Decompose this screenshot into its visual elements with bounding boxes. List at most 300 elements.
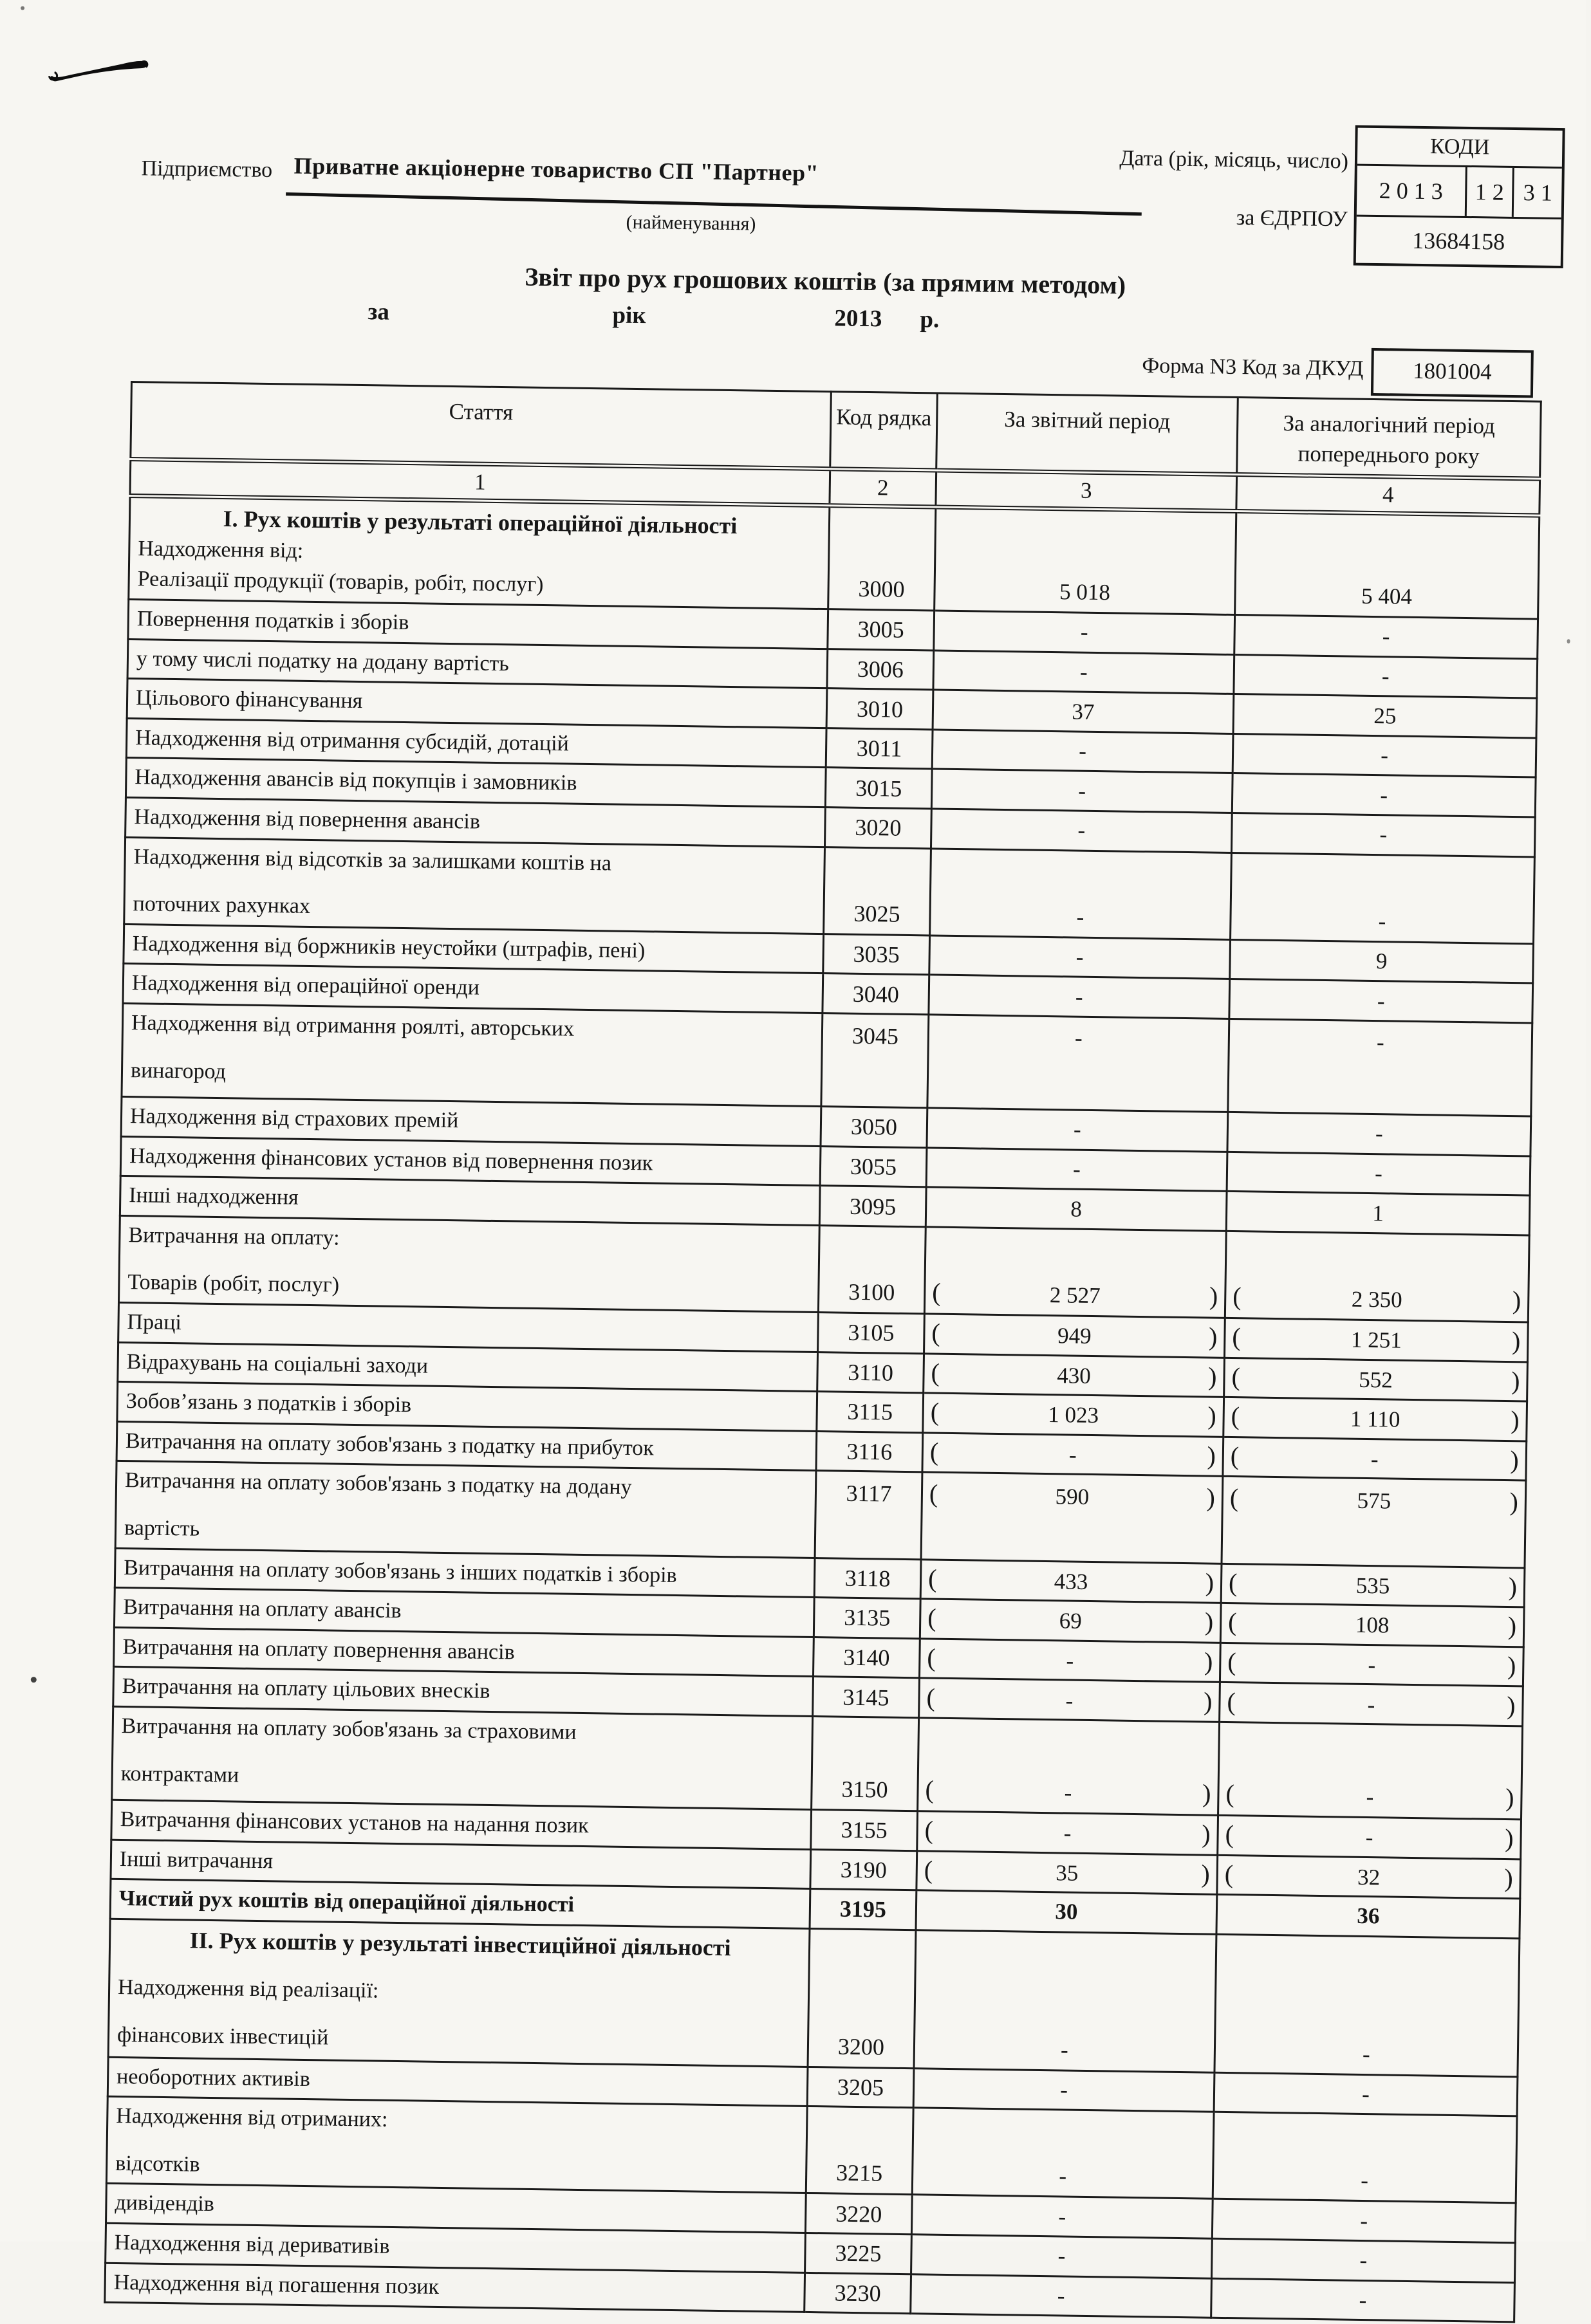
row-code-cell: 3110 [817,1352,924,1393]
value-text: 575 [1357,1488,1391,1514]
value-current-cell [924,1314,1225,1358]
row-code-cell: 3040 [823,973,929,1015]
article-subheading: Надходження від: [138,537,304,563]
value-text: - [1377,988,1385,1014]
value-current-cell [918,1718,1220,1816]
value-previous-cell [1213,2112,1517,2204]
value-text: - [1060,2037,1069,2063]
col-number: 4 [1236,474,1540,515]
article-label: Надходження від деривативів [114,2231,390,2258]
row-code-cell: 3140 [813,1637,920,1678]
value-current-cell [911,2195,1213,2238]
paren-value [926,1684,1213,1715]
col-number: 2 [830,468,936,506]
value-text: 36 [1357,1903,1380,1929]
value-previous-cell [1234,654,1538,698]
row-code-cell: 3115 [817,1392,924,1433]
row-code-cell: 3050 [821,1107,927,1148]
article-label: Повернення податків і зборів [136,607,409,635]
value-previous-cell [1223,1397,1527,1441]
article-label: Відрахувань на соціальні заходи [126,1349,429,1378]
col-number: 3 [936,470,1237,511]
paren-close: ) [1204,1646,1213,1676]
edrpou-value: 13684158 [1411,227,1505,255]
value-text: - [1065,1688,1074,1713]
article-label: контрактами [120,1761,239,1787]
paren-open: ( [1231,1361,1241,1392]
article-label: Надходження від отримання субсидій, дотацій [135,726,570,756]
value-previous-cell [1224,1358,1528,1401]
article-label: Надходження від відсотків за залишками коштів на [133,844,612,876]
dkud-code-box: 1801004 [1371,348,1534,398]
value-previous-cell [1235,511,1540,619]
paren-value [925,1776,1211,1807]
paren-open: ( [1227,1607,1237,1637]
paren-value [924,1857,1211,1888]
paren-value [1231,1403,1520,1434]
value-current-cell [923,1393,1224,1437]
paren-open: ( [926,1683,936,1712]
paren-close: ) [1507,1651,1516,1681]
paren-open: ( [929,1437,939,1466]
paren-close: ) [1511,1326,1521,1356]
col-article-header: Стаття [131,382,832,469]
paren-close: ) [1205,1567,1214,1597]
article-label: відсотків [115,2151,200,2177]
article-label: Праці [127,1310,182,1335]
paren-open: ( [1232,1282,1242,1311]
value-text: - [1080,620,1088,645]
value-text: - [1079,738,1087,764]
paren-close: ) [1510,1445,1520,1475]
value-current-cell [926,1147,1227,1191]
paren-open: ( [1225,1778,1235,1809]
paren-open: ( [1232,1322,1242,1352]
value-text: - [1068,1442,1077,1468]
value-text: 552 [1358,1367,1393,1393]
value-text: - [1370,1446,1379,1472]
value-current-cell [921,1472,1223,1563]
article-label: Витрачання на оплату зобов'язань за страховими [121,1713,577,1744]
value-current-cell [920,1599,1221,1643]
company-label: Підприємство [141,156,273,183]
value-text: - [1360,2208,1368,2233]
article-subheading: Надходження від реалізації: [117,1975,379,2003]
article-label: Надходження від боржників неустойки (штрафів, пені) [132,931,646,963]
value-text: 108 [1355,1612,1390,1638]
paren-open: ( [1227,1647,1237,1677]
paren-close: ) [1204,1607,1214,1637]
value-current-cell [916,1850,1218,1894]
article-cell [124,837,825,934]
section-heading: ІІ. Рух коштів у результаті інвестиційної діяльності [189,1927,731,1960]
value-current-cell [933,690,1234,733]
value-text: - [1382,623,1390,649]
date-label: Дата (рік, місяць, число) [1119,146,1349,174]
row-code-cell: 3155 [811,1809,918,1850]
article-label: Зобов’язань з податків і зборів [126,1389,412,1417]
paren-close: ) [1511,1365,1520,1396]
value-text: - [1375,1121,1383,1147]
value-text: 30 [1055,1899,1078,1925]
paren-open: ( [924,1815,934,1845]
value-current-cell [927,1015,1229,1112]
paren-open: ( [931,1318,941,1347]
value-previous-cell [1232,773,1536,817]
paren-close: ) [1208,1322,1218,1351]
value-previous-cell [1231,813,1535,857]
paren-open: ( [1229,1483,1239,1513]
row-code-cell: 3000 [828,505,936,611]
paren-close: ) [1206,1482,1216,1513]
value-text: 69 [1059,1608,1083,1634]
form-code-label: Форма N3 Код за ДКУД [1142,353,1364,381]
value-current-cell [922,1433,1223,1477]
article-label: дивідендів [115,2191,215,2217]
value-previous-cell [1227,1112,1531,1156]
value-current-cell [931,769,1233,813]
value-text: 8 [1070,1196,1083,1222]
paren-value [924,1815,1211,1849]
paren-open: ( [927,1643,936,1672]
row-code-cell: 3015 [825,768,932,809]
cash-flow-table [104,381,1542,2323]
value-previous-cell [1226,1192,1530,1235]
article-label: Витрачання на оплату зобов'язань з інших податків і зборів [123,1555,677,1587]
row-code-cell: 3215 [806,2107,913,2195]
row-code-cell: 3117 [815,1471,922,1559]
value-previous-cell [1231,853,1535,944]
value-previous-cell [1216,1894,1520,1938]
paren-value [930,1439,1216,1470]
value-previous-cell [1230,939,1534,983]
value-current-cell [933,650,1234,694]
paren-open: ( [924,1855,933,1885]
paren-open: ( [1230,1441,1240,1471]
value-text: 9 [1375,948,1388,974]
article-label: Надходження від операційної оренди [131,971,480,1001]
paren-value [1232,1324,1521,1355]
paren-open: ( [1231,1401,1240,1431]
paren-value [1231,1361,1520,1396]
value-current-cell [929,975,1230,1019]
value-text: - [1075,984,1083,1010]
report-title: Звіт про рух грошових коштів (за прямим методом) [525,262,1126,300]
paren-value [932,1277,1218,1311]
value-text: - [1367,1692,1375,1717]
paren-value [1228,1609,1517,1640]
article-label: необоротних активів [116,2064,311,2091]
row-code-cell: 3045 [821,1013,929,1108]
value-text: - [1359,2287,1367,2313]
article-label: винагород [130,1058,227,1084]
article-label: Витрачання на оплату авансів [123,1595,402,1623]
value-previous-cell [1221,1563,1525,1607]
table-row [129,495,1540,619]
period-rik: рік [612,302,646,329]
value-previous-cell [1211,2278,1515,2322]
row-code-cell: 3205 [807,2067,914,2108]
article-label: Надходження авансів від покупців і замовників [135,765,577,796]
value-text: 1 [1372,1200,1384,1226]
value-current-cell [927,1108,1228,1152]
edrpou-label: за ЄДРПОУ [1236,205,1348,232]
value-text: - [1073,1116,1081,1143]
paren-close: ) [1207,1361,1217,1391]
value-text: - [1075,944,1084,970]
value-text: - [1072,1156,1081,1182]
value-previous-cell [1212,2199,1516,2243]
article-label: Витрачання на оплату зобов'язань з податку на додану [124,1468,632,1500]
value-previous-cell [1227,1152,1531,1195]
value-text: 430 [1057,1363,1092,1388]
value-current-cell [912,2108,1214,2199]
article-label: Інші витрачання [119,1847,274,1873]
paren-value [927,1605,1214,1636]
paren-value [1233,1284,1521,1314]
row-code-cell: 3055 [820,1146,927,1187]
value-text: - [1365,1825,1373,1850]
value-text: - [1076,904,1084,930]
paren-value [928,1565,1214,1596]
value-current-cell [932,730,1233,773]
paren-value [1231,1443,1520,1474]
paren-value [1228,1567,1518,1601]
value-current-cell [924,1353,1225,1397]
value-text: 535 [1355,1572,1390,1599]
value-text: - [1059,2163,1067,2190]
value-text: - [1381,663,1390,689]
row-code-cell: 3035 [823,934,930,975]
value-previous-cell [1211,2238,1515,2282]
row-code-cell: 3105 [818,1313,925,1354]
article-cell [129,495,830,609]
article-label: Надходження від погашення позик [113,2270,440,2299]
article-label: Витрачання на оплату цільових внесків [122,1674,490,1704]
row-code-cell: 3011 [826,728,933,770]
date-month-cell: 1 2 [1467,167,1514,217]
value-current-cell [913,2068,1214,2112]
row-code-cell: 3220 [805,2193,912,2235]
ink-speck [31,1677,37,1683]
paren-close: ) [1504,1863,1514,1893]
col-code-header: Код рядка [830,392,938,470]
value-text: - [1066,1648,1074,1674]
value-current-cell [917,1811,1218,1855]
paren-close: ) [1202,1778,1211,1808]
row-code-cell: 3116 [816,1431,923,1472]
value-text: 1 110 [1350,1406,1400,1433]
value-previous-cell [1217,1855,1521,1899]
article-label: Товарів (робіт, послуг) [127,1270,340,1298]
value-previous-cell [1220,1603,1524,1646]
article-label: поточних рахунках [133,892,311,919]
value-previous-cell [1229,979,1533,1023]
paren-open: ( [927,1563,937,1593]
paren-open: ( [929,1479,938,1509]
article-label: у тому числі податку на додану вартість [136,646,510,676]
period-r: р. [920,306,940,333]
table-row [108,1919,1520,2077]
value-current-cell [926,1187,1227,1231]
table-body [105,495,1540,2322]
value-current-cell [919,1678,1220,1722]
value-text: - [1374,1161,1383,1186]
value-text: - [1064,1780,1072,1805]
paren-close: ) [1509,1487,1519,1517]
article-label: Надходження від повернення авансів [134,805,481,834]
article-label: Надходження від отримання роялті, авторських [131,1011,575,1041]
row-code-cell: 3020 [824,807,931,849]
paren-value [1230,1485,1519,1516]
value-text: 1 023 [1048,1402,1099,1428]
paren-close: ) [1507,1611,1517,1641]
row-code-cell: 3225 [805,2233,912,2274]
value-previous-cell [1214,1934,1520,2077]
value-previous-cell [1223,1437,1527,1480]
value-current-cell [919,1639,1220,1683]
pen-scribble-mark [44,50,167,97]
paren-value [1225,1778,1514,1812]
value-text: 32 [1357,1864,1381,1890]
row-code-cell: 3150 [812,1716,919,1811]
paren-value [927,1645,1213,1676]
value-current-cell [931,809,1232,853]
row-code-cell: 3145 [813,1677,920,1718]
value-text: - [1378,908,1386,934]
period-year: 2013 [834,305,882,333]
article-cell [108,1919,810,2067]
row-code-cell: 3010 [826,688,933,730]
value-previous-cell [1220,1683,1523,1726]
row-code-cell: 3135 [814,1598,920,1639]
paren-value [1227,1686,1516,1720]
value-previous-cell [1222,1477,1526,1568]
value-text: - [1078,778,1086,804]
value-text: 35 [1055,1860,1079,1886]
codes-box [1354,125,1565,269]
row-code-cell: 3025 [824,847,931,935]
paren-value [930,1399,1216,1430]
article-subheading: Надходження від отриманих: [116,2104,388,2132]
value-previous-cell [1234,615,1538,659]
value-text: 5 018 [1059,579,1111,605]
value-current-cell [935,506,1236,614]
paren-close: ) [1201,1859,1211,1888]
value-text: - [1079,659,1088,685]
article-cell [106,2097,807,2193]
article-label: Витрачання на оплату повернення авансів [122,1634,515,1665]
value-text: - [1057,2283,1065,2309]
col-current-period-header: За звітний період [936,393,1238,474]
value-current-cell [914,1930,1216,2072]
row-code-cell: 3200 [808,1928,916,2068]
article-label: вартість [124,1515,200,1541]
value-current-cell [934,611,1235,654]
row-code-cell: 3100 [818,1225,926,1313]
row-code-cell: 3195 [810,1889,916,1930]
paren-value [1224,1861,1513,1892]
value-text: - [1368,1652,1376,1678]
value-previous-cell [1218,1815,1521,1859]
value-text: 37 [1072,699,1095,724]
value-current-cell [916,1890,1217,1934]
date-year-cell: 2 0 1 3 [1357,166,1467,216]
value-current-cell [929,936,1231,979]
paren-close: ) [1201,1819,1211,1849]
article-label: Чистий рух коштів від операційної діяльності [118,1886,575,1917]
date-cells [1357,166,1562,219]
paren-close: ) [1203,1686,1213,1716]
value-previous-cell [1233,694,1537,738]
value-text: - [1057,2243,1066,2269]
article-label: Надходження від страхових премій [129,1104,459,1133]
paren-close: ) [1209,1281,1218,1311]
article-cell [122,1003,823,1106]
article-label: Цільового фінансування [135,686,363,714]
paren-close: ) [1207,1441,1216,1470]
value-text: - [1380,742,1389,768]
value-previous-cell [1228,1019,1532,1116]
value-text: 949 [1057,1323,1092,1349]
value-text: - [1361,2168,1369,2193]
value-text: - [1361,2081,1370,2107]
paren-value [929,1481,1216,1512]
value-text: 1 251 [1350,1327,1402,1353]
value-text: - [1059,2077,1068,2103]
paren-open: ( [930,1397,940,1427]
company-name: Приватне акціонерне товариство СП "Партнер" [293,152,819,186]
value-text: - [1379,822,1388,847]
date-day-cell: 3 1 [1523,180,1553,206]
col-number: 1 [130,459,830,505]
col-previous-period-header: За аналогічний період попереднього року [1237,398,1541,479]
value-text: - [1074,1025,1083,1051]
article-cell [112,1706,813,1809]
value-previous-cell [1214,2072,1518,2116]
paren-value [931,1360,1217,1390]
value-previous-cell [1225,1231,1529,1322]
paren-value [1227,1649,1516,1680]
row-code-cell: 3005 [828,609,935,650]
row-code-cell: 3118 [814,1558,921,1599]
value-text: 2 350 [1351,1286,1402,1313]
paren-open: ( [1224,1859,1234,1888]
value-previous-cell [1233,733,1536,777]
article-label: Інші надходження [129,1183,299,1210]
ink-speck [1567,639,1570,643]
paren-open: ( [927,1603,936,1633]
ink-speck [21,6,24,10]
article-label: Надходження фінансових установ від повернення позик [129,1143,653,1176]
paren-value [1225,1821,1514,1852]
company-name-hint: (найменування) [626,211,756,235]
paren-open: ( [1228,1567,1238,1598]
article-cell [118,1215,819,1312]
value-text: 590 [1055,1484,1090,1510]
article-label: Реалізації продукції (товарів, робіт, послуг) [137,567,544,597]
value-current-cell [911,2274,1212,2318]
paren-close: ) [1511,1405,1520,1435]
value-current-cell [920,1559,1222,1603]
article-subheading: Витрачання на оплату: [128,1222,340,1250]
paren-close: ) [1506,1690,1516,1720]
paren-close: ) [1504,1823,1514,1853]
paren-open: ( [925,1775,935,1804]
period-za: за [368,299,390,326]
paren-open: ( [1225,1820,1234,1849]
row-code-cell: 3006 [827,649,934,690]
